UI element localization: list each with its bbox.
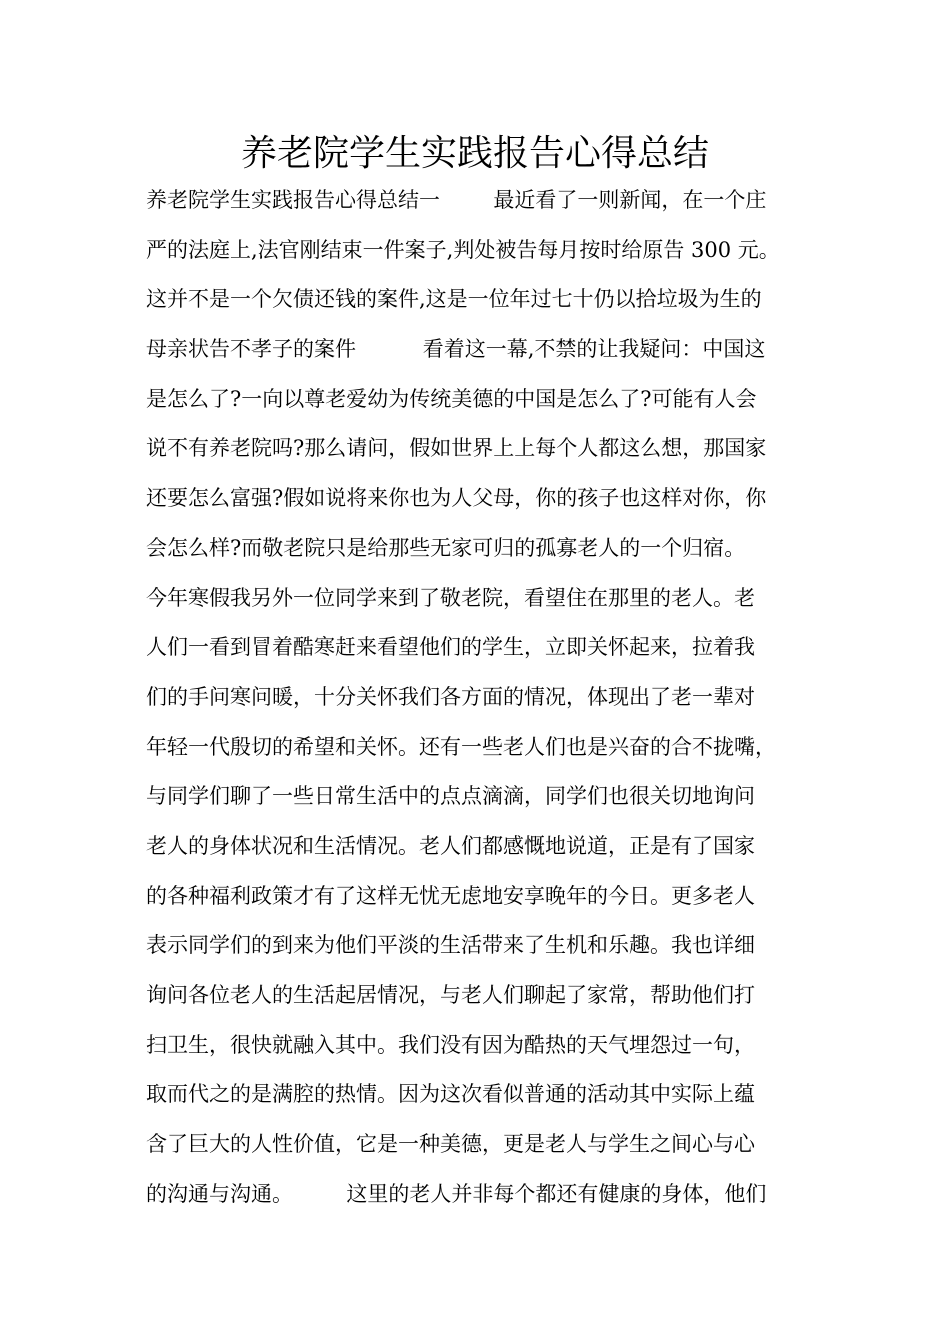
body-line: 今年寒假我另外一位同学来到了敬老院，看望住在那里的老人。老 [146, 585, 755, 610]
body-line: 的沟通与沟通。 这里的老人并非每个都还有健康的身体，他们 [146, 1181, 767, 1206]
body-line: 询问各位老人的生活起居情况，与老人们聊起了家常，帮助他们打 [146, 983, 755, 1007]
body-line: 年轻一代殷切的希望和关怀。还有一些老人们也是兴奋的合不拢嘴， [146, 734, 776, 759]
body-line: 会怎么样?而敬老院只是给那些无家可归的孤寡老人的一个归宿。 [146, 535, 746, 560]
document-body [146, 176, 826, 1219]
body-line: 含了巨大的人性价值，它是一种美德，更是老人与学生之间心与心 [146, 1132, 755, 1157]
body-line: 们的手问寒问暖，十分关怀我们各方面的情况，体现出了老一辈对 [146, 684, 755, 709]
body-line: 表示同学们的到来为他们平淡的生活带来了生机和乐趣。我也详细 [146, 933, 755, 958]
body-line: 这并不是一个欠债还钱的案件,这是一位年过七十仍以拾垃圾为生的 [146, 287, 762, 312]
body-line: 扫卫生，很快就融入其中。我们没有因为酷热的天气埋怨过一句， [146, 1032, 755, 1057]
body-line: 说不有养老院吗?那么请问，假如世界上上每个人都这么想，那国家 [146, 436, 767, 461]
body-line: 还要怎么富强?假如说将来你也为人父母，你的孩子也这样对你，你 [146, 486, 767, 511]
body-line: 是怎么了?一向以尊老爱幼为传统美德的中国是怎么了?可能有人会 [146, 386, 757, 411]
body-line: 取而代之的是满腔的热情。因为这次看似普通的活动其中实际上蕴 [146, 1082, 755, 1107]
body-line: 母亲状告不孝子的案件 看着这一幕,不禁的让我疑问：中国这 [146, 337, 766, 362]
document-title: 养老院学生实践报告心得总结 [240, 133, 709, 174]
body-line: 严的法庭上,法官刚结束一件案子,判处被告每月按时给原告 300 元。 [146, 237, 780, 262]
body-line: 养老院学生实践报告心得总结一 最近看了一则新闻，在一个庄 [146, 188, 767, 212]
body-line: 与同学们聊了一些日常生活中的点点滴滴，同学们也很关切地询问 [146, 784, 755, 809]
body-line: 人们一看到冒着酷寒赶来看望他们的学生，立即关怀起来，拉着我 [146, 635, 755, 660]
body-line: 老人的身体状况和生活情况。老人们都感慨地说道，正是有了国家 [146, 833, 755, 858]
body-line: 的各种福利政策才有了这样无忧无虑地安享晚年的今日。更多老人 [146, 883, 755, 908]
